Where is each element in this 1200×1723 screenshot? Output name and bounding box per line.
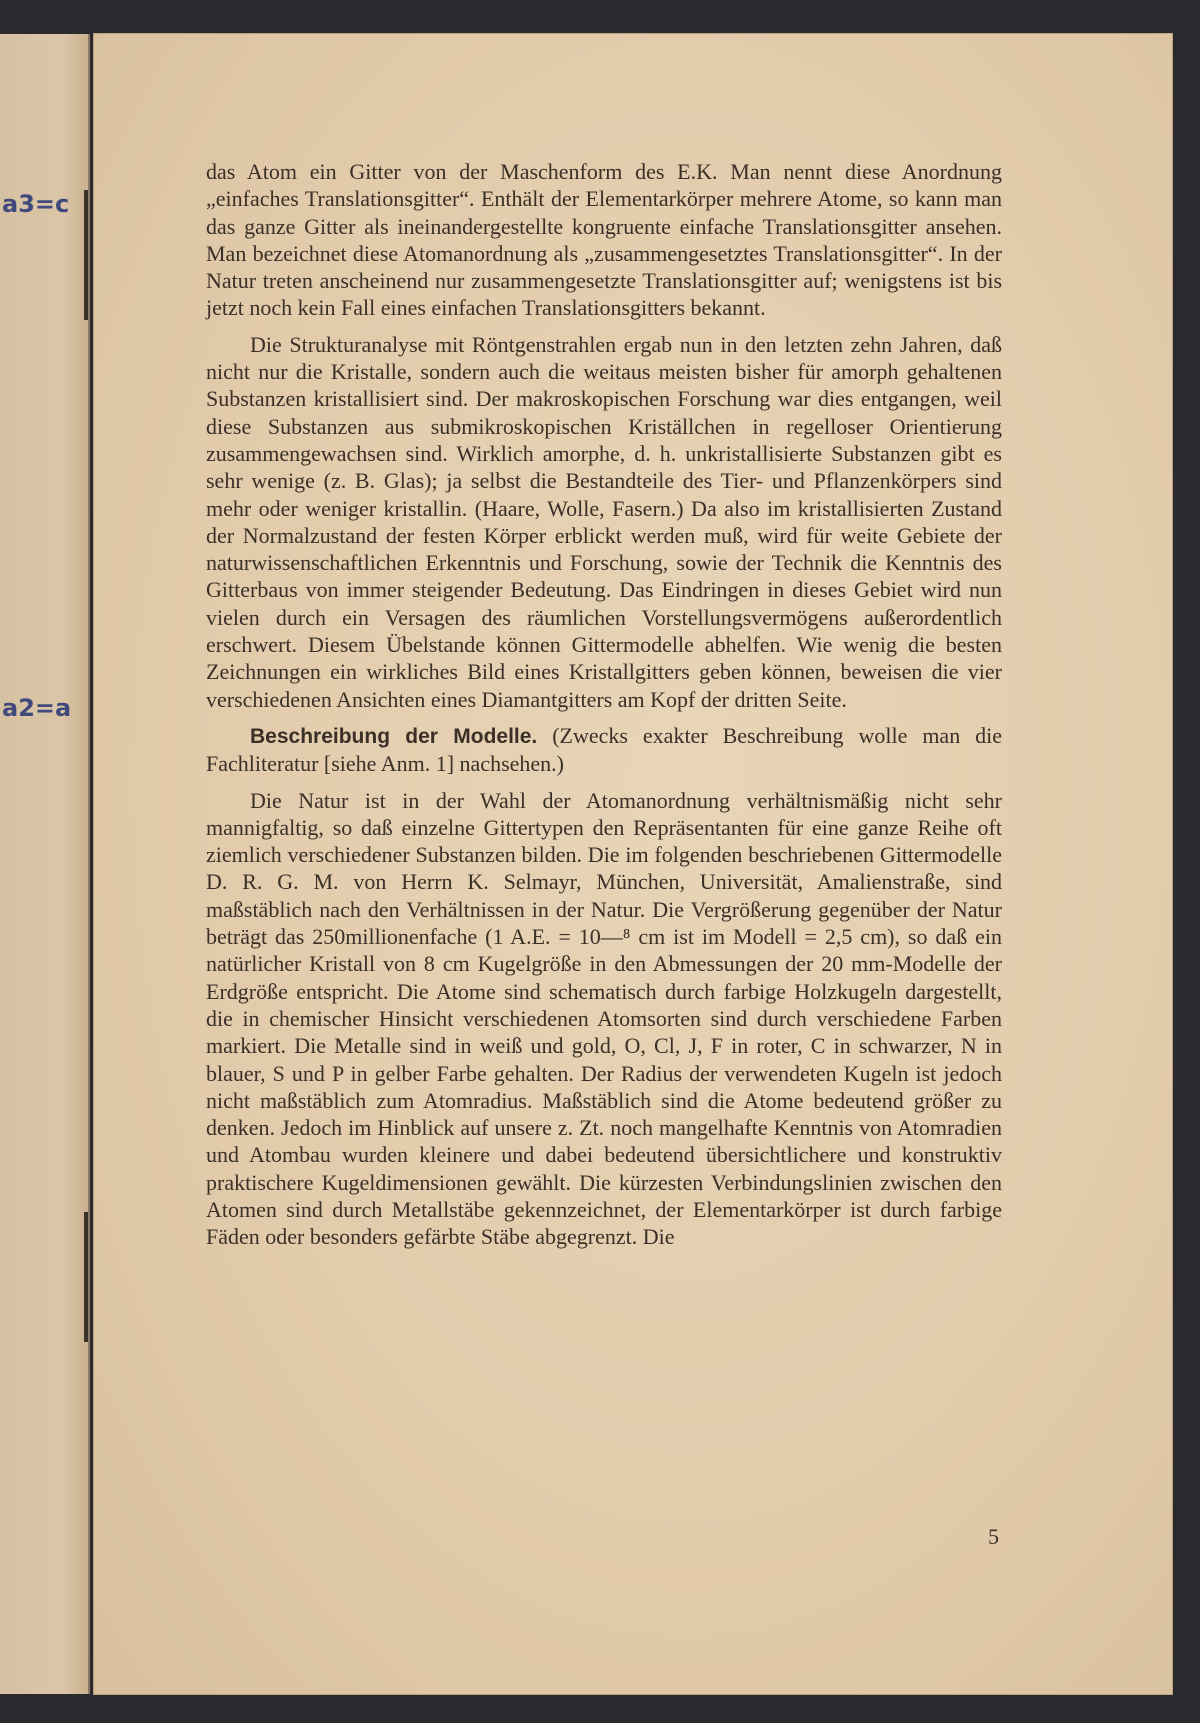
- paragraph-1: das Atom ein Gitter von der Maschenform des E.K. Man nennt diese Anordnung „einfaches Translationsgitter“. Enthält der Elementarkörper mehrere Atome, so kann man das ganze Gitter als ineinandergestellte kongruente einfache Translationsgitter ansehen. Man bezeichnet diese Atomanordnung als „zusammengesetztes Translationsgitter“. In der Natur treten anscheinend nur zusammengesetzte Translationsgitter auf; wenigstens ist bis jetzt noch kein Fall eines einfachen Translationsgitters bekannt.: [206, 159, 1002, 321]
- paragraph-3-text: (Zwecks exakter Beschreibung wolle man die Fachliteratur [siehe Anm. 1] nachsehen.): [206, 722, 1003, 777]
- paragraph-2: Die Strukturanalyse mit Röntgenstrahlen ergab nun in den letzten zehn Jahren, daß nicht nur die Kristalle, sondern auch die weitaus meisten bisher für amorph gehaltenen Substanzen kristallisiert sind. Der makroskopischen Forschung war dies entgangen, weil diese Substanzen aus submikroskopischen Kriställchen in regelloser Orientierung zusammengewachsen sind. Wirklich amorphe, d. h. unkristallisierte Substanzen gibt es sehr wenige (z. B. Glas); ja selbst die Bestandteile des Tier- und Pflanzenkörpers sind mehr oder weniger kristallin. (Haare, Wolle, Fasern.) Da also im kristallisierten Zustand der Normalzustand der festen Körper erblickt werden muß, wird für weite Gebiete der naturwissenschaftlichen Erkenntnis und Forschung, sowie der Technik die Kenntnis des Gitterbaus von immer steigender Bedeutung. Das Eindringen in dieses Gebiet wird nun vielen durch ein Versagen des räumlichen Vorstellungsvermögens außerordentlich erschwert. Diesem Übelstande können Gittermodelle abhelfen. Wie wenig die besten Zeichnungen ein wirkliches Bild eines Kristallgitters geben können, beweisen die vier verschiedenen Ansichten eines Diamantgitters am Kopf der dritten Seite.: [206, 331, 1002, 712]
- previous-page-edge: [0, 34, 90, 1694]
- binding-thread-bottom: [84, 1212, 88, 1342]
- paragraph-3: [206, 722, 1002, 778]
- body-text: [206, 158, 1002, 1260]
- section-heading: Beschreibung der Modelle.: [250, 724, 538, 748]
- margin-note-top: a3=c: [2, 190, 70, 218]
- paragraph-4: Die Natur ist in der Wahl der Atomanordnung verhältnismäßig nicht sehr mannigfaltig, so daß einzelne Gittertypen den Repräsentanten für eine ganze Reihe oft ziemlich verschiedener Substanzen bilden. Die im folgenden beschriebenen Gittermodelle D. R. G. M. von Herrn K. Selmayr, München, Universität, Amalienstraße, sind maßstäblich nach den Verhältnissen in der Natur. Die Vergrößerung gegenüber der Natur beträgt das 250millionenfache (1 A.E. = 10—⁸ cm ist im Modell = 2,5 cm), so daß ein natürlicher Kristall von 8 cm Kugelgröße in den Abmessungen der 20 mm-Modelle der Erdgröße entspricht. Die Atome sind schematisch durch farbige Holzkugeln dargestellt, die in chemischer Hinsicht verschiedenen Atomsorten sind durch verschiedene Farben markiert. Die Metalle sind in weiß und gold, O, Cl, J, F in roter, C in schwarzer, N in blauer, S und P in gelber Farbe gehalten. Der Radius der verwendeten Kugeln ist jedoch nicht maßstäblich zum Atomradius. Maßstäblich sind die Atome bedeutend größer zu denken. Jedoch im Hinblick auf unsere z. Zt. noch mangelhafte Kenntnis von Atomradien und Atombau wurden kleinere und dabei bedeutend übersichtlichere und konstruktiv praktischere Kugeldimensionen gewählt. Die kürzesten Verbindungslinien zwischen den Atomen sind durch Metallstäbe gekennzeichnet, der Elementarkörper ist durch farbige Fäden oder besonders gefärbte Stäbe abgegrenzt. Die: [206, 787, 1002, 1250]
- binding-thread-top: [84, 190, 88, 320]
- page-number: 5: [988, 1524, 999, 1549]
- margin-note-middle: a2=a: [2, 694, 72, 722]
